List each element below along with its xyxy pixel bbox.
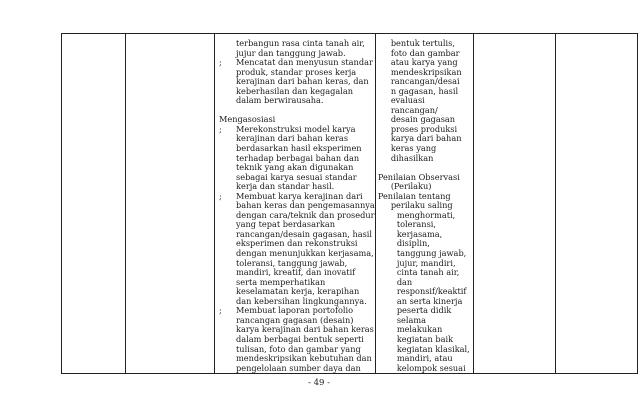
behavior-list: perilaku saling menghormati, toleransi, kerjasama, disiplin, tanggung jawab, jujur, mandiri, cinta tanah air, dan responsif/keaktif an serta kinerja peserta didik selama melakukan kegiatan baik kegiatan klasikal, mandiri, atau kelompok sesuai <box>390 200 470 373</box>
assessment-cell <box>375 34 473 374</box>
activity-item-membuat-karya: ; Membuat karya kerajinan dari bahan keras dan pengemasannya dengan cara/teknik dan prosedur yang tepat berdasarkan rancangan/desain gagasan, hasil eksperimen dan rekonstruksi dengan menunjukkan kerjasama, toleransi, tanggung jawab, mandiri, kreatif, dan inovatif serta memperhatikan keselamatan kerja, kerapihan dan kebersihan lingkungannya. <box>219 190 375 306</box>
bullet-mark: ; <box>219 190 222 201</box>
table-cell-empty-1 <box>62 34 126 374</box>
table-row <box>62 34 638 374</box>
observation-subheading: (Perilaku) <box>390 181 432 192</box>
table-cell-empty-2 <box>126 34 215 374</box>
page-number: - 49 - <box>308 378 330 388</box>
section-heading: Mengasosiasi <box>219 114 276 125</box>
learning-activities-cell <box>215 34 376 374</box>
activity-item-catat: ; Mencatat dan menyusun standar produk, standar proses kerja kerajinan dari bahan keras, dan keberhasilan dan kegagalan dalam berwirausaha. <box>219 57 373 106</box>
activity-item-laporan: ; Membuat laporan portofolio rancangan gagasan (desain) karya kerajinan dari bahan keras dalam berbagai bentuk seperti tulisan, foto dan gambar yang mendeskripsikan kebutuhan dan pengelolaan sumber daya dan <box>219 305 374 373</box>
continued-item: terbangun rasa cinta tanah air, jujur dan tanggung jawab. <box>236 38 365 58</box>
bullet-mark: ; <box>219 57 222 68</box>
bullet-mark: ; <box>219 305 222 316</box>
observation-heading: Penilaian Observasi <box>377 171 460 182</box>
bullet-mark: ; <box>219 123 222 134</box>
table-cell-empty-5 <box>473 34 555 374</box>
assessment-heading: Penilaian tentang <box>377 190 451 201</box>
continued-assessment: bentuk tertulis, foto dan gambar atau karya yang mendeskripsikan rancangan/desai n gagasan, hasil evaluasi rancangan/ desain gagasan proses produksi karya dari bahan keras yang dihasilkan <box>390 38 462 163</box>
table-cell-empty-6 <box>555 34 637 374</box>
lesson-table <box>61 33 638 374</box>
activity-item-rekonstruksi: ; Merekonstruksi model karya kerajinan dari bahan keras berdasarkan hasil eksperimen terhadap berbagai bahan dan teknik yang akan digunakan sebagai karya sesuai standar kerja dan standar hasil. <box>219 123 362 192</box>
